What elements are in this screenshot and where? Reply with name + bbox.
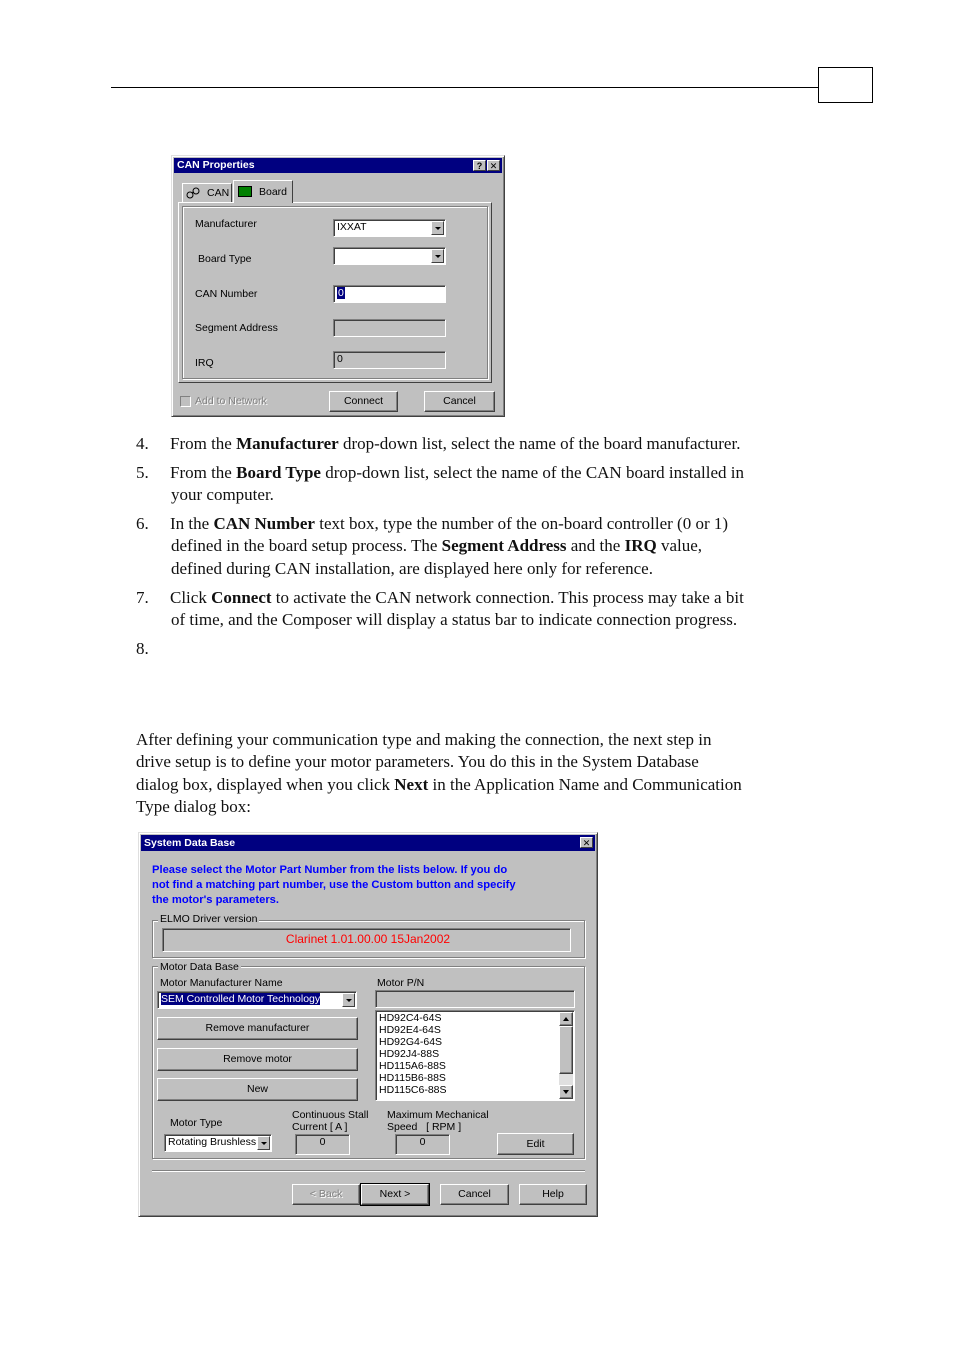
chevron-down-icon[interactable] — [431, 221, 444, 235]
instruction-line: the motor's parameters. — [152, 894, 280, 906]
new-button[interactable]: New — [157, 1078, 358, 1101]
manufacturer-dropdown[interactable] — [333, 219, 446, 237]
intro-line: After defining your communication type and making the connection, the next step in — [136, 730, 712, 749]
max-speed-label-line: Maximum Mechanical — [387, 1109, 489, 1121]
step-text-part: From the — [170, 463, 237, 482]
step-text-part: Click — [170, 588, 212, 607]
stall-current-label-line: Current [ A ] — [292, 1121, 348, 1133]
chevron-down-icon — [560, 1086, 572, 1098]
cancel-button[interactable]: Cancel — [424, 391, 495, 412]
step-text-part: text box, type the number of the on-board controller (0 or 1) — [314, 514, 729, 533]
tab-board-label: Board — [259, 186, 288, 198]
board-type-label: Board Type — [198, 253, 252, 265]
stall-current-label-line: Continuous Stall — [292, 1109, 369, 1121]
step-number: 6. — [136, 514, 149, 533]
max-speed-label-line: Speed [ RPM ] — [387, 1121, 462, 1133]
vertical-scrollbar[interactable] — [559, 1012, 573, 1099]
step-text-part: defined in the board setup process. The — [171, 536, 442, 555]
step-bold-term: Segment Address — [441, 536, 567, 555]
motor-type-dropdown[interactable] — [164, 1134, 272, 1152]
can-number-label: CAN Number — [195, 288, 258, 300]
step-text-line2: your computer. — [171, 485, 274, 504]
cancel-button[interactable]: Cancel — [440, 1184, 509, 1205]
instruction-text — [152, 863, 516, 908]
driver-version-field: Clarinet 1.01.00.00 15Jan2002 — [162, 928, 571, 952]
can-number-input[interactable] — [333, 285, 446, 303]
step-text — [170, 433, 740, 456]
add-to-network-checkbox[interactable] — [180, 396, 191, 407]
motor-database-group-label: Motor Data Base — [160, 961, 239, 973]
step-text-part: drop-down list, select the name of the board manufacturer. — [338, 434, 741, 453]
help-button[interactable]: Help — [519, 1184, 587, 1205]
separator — [152, 1170, 585, 1172]
segment-address-field — [333, 319, 446, 337]
dialog-titlebar — [174, 158, 502, 173]
step-text-line2: of time, and the Composer will display a status bar to indicate connection progress. — [171, 610, 738, 629]
step-text-part: value, — [656, 536, 703, 555]
back-button[interactable]: < Back — [292, 1184, 360, 1205]
step-text-part: and the — [566, 536, 625, 555]
max-speed-label — [387, 1109, 489, 1133]
chevron-down-icon[interactable] — [342, 993, 355, 1007]
dialog-title: System Data Base — [144, 837, 236, 849]
chevron-up-icon — [560, 1013, 572, 1025]
irq-label: IRQ — [195, 357, 214, 369]
scroll-thumb[interactable] — [559, 1026, 573, 1074]
manufacturer-name-dropdown[interactable] — [157, 991, 357, 1009]
step-number: 7. — [136, 588, 149, 607]
step-bold-term: IRQ — [624, 536, 657, 555]
step-number: 5. — [136, 463, 149, 482]
help-button[interactable]: ? — [473, 160, 486, 171]
board-type-dropdown[interactable] — [333, 247, 446, 265]
page-number-box — [818, 67, 873, 103]
close-button[interactable]: ✕ — [580, 837, 593, 848]
header-rule — [111, 87, 819, 88]
step-text — [170, 587, 744, 610]
manufacturer-name-value: SEM Controlled Motor Technology — [161, 993, 321, 1005]
intro-line: Type dialog box: — [136, 797, 251, 816]
next-button[interactable]: Next > — [361, 1184, 429, 1205]
list-item[interactable]: HD115A6-88S — [379, 1060, 446, 1072]
tab-can-label: CAN — [207, 187, 230, 199]
list-item[interactable]: HD92G4-64S — [379, 1036, 443, 1048]
tab-can[interactable] — [182, 183, 232, 202]
list-item[interactable]: HD92E4-64S — [379, 1024, 441, 1036]
motor-type-value: Rotating Brushless — [168, 1136, 257, 1148]
connect-button[interactable]: Connect — [329, 391, 398, 412]
list-item[interactable]: HD92J4-88S — [379, 1048, 440, 1060]
step-number: 4. — [136, 434, 149, 453]
intro-line: drive setup is to define your motor parameters. You do this in the System Database — [136, 752, 699, 771]
manufacturer-value: IXXAT — [337, 221, 367, 233]
manufacturer-label: Manufacturer — [195, 218, 257, 230]
stall-current-field: 0 — [295, 1134, 350, 1155]
list-item[interactable]: HD115C6-88S — [379, 1084, 447, 1096]
step-text-part: to activate the CAN network connection. This process may take a bit — [271, 588, 744, 607]
system-data-base-dialog — [138, 832, 598, 1217]
dialog-titlebar — [141, 835, 595, 851]
can-properties-dialog — [171, 155, 505, 417]
step-text-part: drop-down list, select the name of the CAN board installed in — [320, 463, 744, 482]
add-to-network-label: Add to Network — [195, 395, 267, 407]
list-item[interactable]: HD92C4-64S — [379, 1012, 442, 1024]
motor-type-label: Motor Type — [170, 1117, 223, 1129]
chevron-down-icon[interactable] — [257, 1136, 270, 1150]
network-icon — [186, 187, 200, 199]
step-text-part: From the — [170, 434, 237, 453]
instruction-line: Please select the Motor Part Number from the lists below. If you do — [152, 864, 508, 876]
step-text-part: In the — [170, 514, 214, 533]
segment-address-label: Segment Address — [195, 322, 278, 334]
list-item[interactable]: HD115B6-88S — [379, 1072, 446, 1084]
tab-board[interactable] — [233, 180, 293, 203]
scroll-down-button[interactable] — [559, 1085, 573, 1099]
manufacturer-name-label: Motor Manufacturer Name — [160, 977, 283, 989]
step-bold-term: Board Type — [236, 463, 321, 482]
irq-field — [333, 351, 446, 369]
max-speed-field: 0 — [395, 1134, 450, 1155]
intro-text-part: dialog box, displayed when you click — [136, 775, 395, 794]
step-text-line2 — [171, 535, 702, 558]
motor-pn-field — [375, 990, 575, 1008]
motor-list[interactable] — [375, 1010, 575, 1101]
step-text-line3: defined during CAN installation, are displayed here only for reference. — [171, 559, 653, 578]
step-number: 8. — [136, 639, 149, 658]
intro-line — [136, 774, 742, 797]
scroll-up-button[interactable] — [559, 1012, 573, 1026]
dialog-title: CAN Properties — [177, 159, 255, 171]
step-text — [170, 513, 728, 536]
board-icon — [238, 186, 252, 197]
motor-pn-label: Motor P/N — [377, 977, 425, 989]
close-button[interactable]: ✕ — [487, 160, 500, 171]
intro-text-part: in the Application Name and Communication — [428, 775, 742, 794]
step-text — [170, 462, 744, 485]
can-number-value: 0 — [338, 287, 344, 299]
step-bold-term: CAN Number — [213, 514, 315, 533]
chevron-down-icon[interactable] — [431, 249, 444, 263]
instruction-line: not find a matching part number, use the Custom button and specify — [152, 879, 516, 891]
edit-button[interactable]: Edit — [497, 1133, 574, 1155]
driver-version-group-label: ELMO Driver version — [160, 913, 258, 925]
intro-bold-term: Next — [394, 775, 429, 794]
remove-manufacturer-button[interactable]: Remove manufacturer — [157, 1017, 358, 1040]
motor-list-items — [379, 1012, 447, 1096]
irq-value: 0 — [337, 353, 343, 365]
step-bold-term: Manufacturer — [236, 434, 339, 453]
step-bold-term: Connect — [211, 588, 272, 607]
remove-motor-button[interactable]: Remove motor — [157, 1048, 358, 1071]
stall-current-label — [292, 1109, 368, 1133]
